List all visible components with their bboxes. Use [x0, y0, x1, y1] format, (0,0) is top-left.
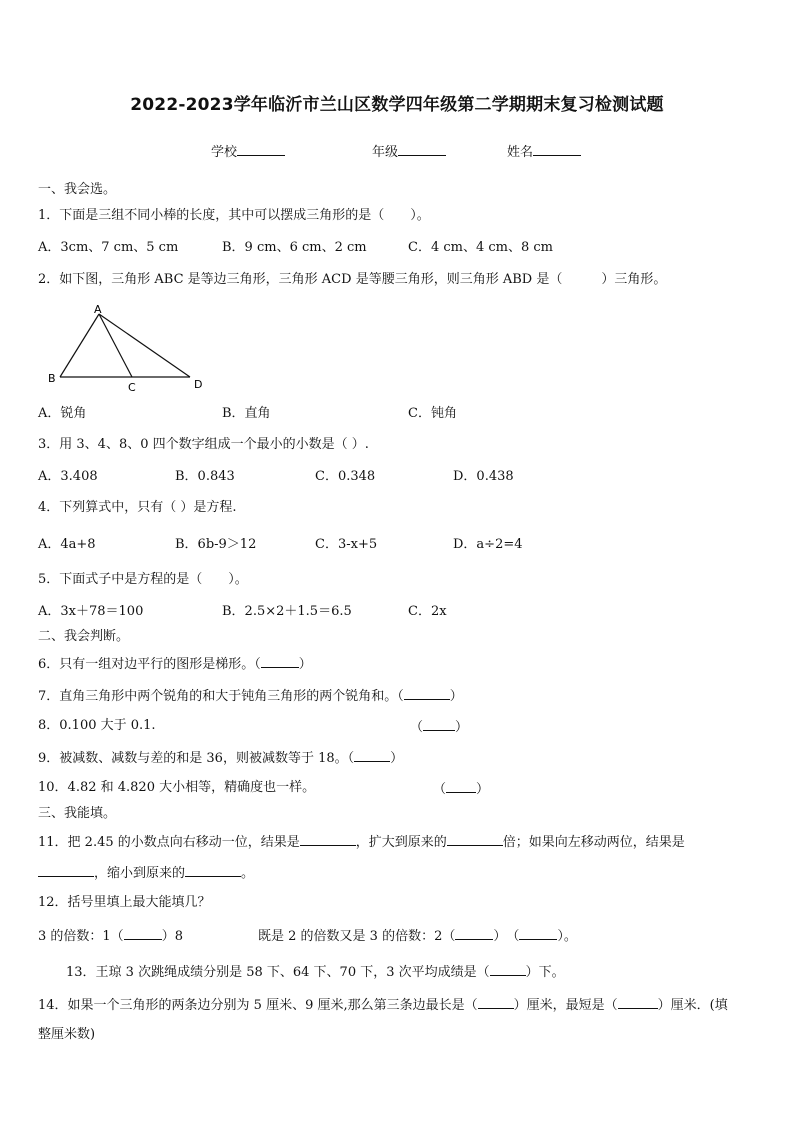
question-14-cont: 整厘米数) [38, 1027, 96, 1042]
name-blank[interactable] [533, 142, 581, 156]
section-heading-choice: 一、我会选。 [38, 182, 117, 197]
q9-text: 9．被减数、减数与差的和是 36，则被减数等于 18。（ [38, 751, 355, 766]
q10-open: （ [433, 782, 447, 797]
q12-b-post: ）。 [557, 929, 577, 944]
q1-option-b[interactable]: B．9 cm、6 cm、2 cm [222, 240, 367, 255]
question-14 [38, 996, 728, 1014]
q5-option-a[interactable]: A．3x＋78＝100 [38, 604, 144, 619]
q8-answer-blank[interactable] [423, 718, 455, 731]
q13-post: ）下。 [525, 965, 565, 980]
q4-option-d[interactable]: D．a÷2=4 [453, 537, 523, 552]
question-8: 8．0.100 大于 0.1. [38, 718, 156, 733]
q13-answer-blank[interactable] [490, 963, 526, 976]
question-7 [38, 687, 463, 705]
q10-close: ） [476, 782, 490, 797]
q7-text: 7．直角三角形中两个锐角的和大于钝角三角形的两个锐角和。（ [38, 689, 404, 704]
q3-option-b[interactable]: B．0.843 [175, 469, 235, 484]
q11-blank-1[interactable] [300, 833, 356, 846]
school-label: 学校 [211, 145, 238, 160]
q3-option-c[interactable]: C．0.348 [315, 469, 376, 484]
q12-blank-1[interactable] [124, 927, 162, 940]
question-13 [66, 963, 565, 981]
q4-option-a[interactable]: A．4a+8 [38, 537, 96, 552]
vertex-c-label: C [128, 381, 136, 394]
q2-option-b[interactable]: B．直角 [222, 406, 271, 421]
q8-open: （ [410, 720, 424, 735]
q7-close: ） [449, 689, 463, 704]
q6-close: ） [298, 657, 312, 672]
q8-close: ） [455, 720, 469, 735]
question-11 [38, 833, 685, 851]
vertex-d-label: D [194, 378, 203, 391]
q4-option-b[interactable]: B．6b-9＞12 [175, 537, 257, 552]
q11-blank-3[interactable] [38, 864, 94, 877]
question-3: 3．用 3、4、8、0 四个数字组成一个最小的小数是（ ）. [38, 437, 369, 452]
q5-option-c[interactable]: C．2x [408, 604, 447, 619]
q14-part3: ）厘米．(填 [657, 998, 728, 1013]
q14-part1: 14．如果一个三角形的两条边分别为 5 厘米、9 厘米,那么第三条边最长是（ [38, 998, 478, 1013]
side-ab [60, 314, 99, 377]
name-field[interactable] [507, 141, 581, 160]
question-2: 2．如下图，三角形 ABC 是等边三角形，三角形 ACD 是等腰三角形，则三角形 ABD 是（ ）三角形。 [38, 272, 667, 287]
side-ac [99, 314, 132, 377]
q4-option-c[interactable]: C．3-x+5 [315, 537, 378, 552]
q10-answer[interactable] [433, 780, 489, 798]
question-9 [38, 749, 403, 767]
q11-part1: 11．把 2.45 的小数点向右移动一位，结果是 [38, 835, 300, 850]
q13-text: 13．王琼 3 次跳绳成绩分别是 58 下、64 下、70 下，3 次平均成绩是（ [66, 965, 490, 980]
vertex-a-label: A [94, 303, 102, 316]
grade-label: 年级 [372, 145, 399, 160]
q12-blank-2[interactable] [455, 927, 493, 940]
q14-blank-2[interactable] [618, 996, 658, 1009]
q3-option-d[interactable]: D．0.438 [453, 469, 514, 484]
question-10: 10．4.82 和 4.820 大小相等，精确度也一样。 [38, 780, 316, 795]
q12-line-b [258, 927, 577, 945]
q11-part5: 。 [241, 866, 255, 881]
question-11-cont [38, 864, 254, 882]
question-4: 4．下列算式中，只有（ ）是方程. [38, 500, 237, 515]
vertex-b-label: B [48, 372, 56, 385]
q11-blank-4[interactable] [185, 864, 241, 877]
section-heading-fill: 三、我能填。 [38, 806, 117, 821]
q12-line-a [38, 927, 183, 945]
q1-option-a[interactable]: A．3cm、7 cm、5 cm [38, 240, 179, 255]
q1-option-c[interactable]: C．4 cm、4 cm、8 cm [408, 240, 553, 255]
q11-part4: ，缩小到原来的 [94, 866, 186, 881]
question-1: 1．下面是三组不同小棒的长度，其中可以摆成三角形的是（ ）。 [38, 208, 430, 223]
q6-text: 6．只有一组对边平行的图形是梯形。（ [38, 657, 261, 672]
q7-answer-blank[interactable] [404, 687, 450, 700]
side-ad [99, 314, 190, 377]
q12-b-mid: ） （ [493, 929, 520, 944]
q3-option-a[interactable]: A．3.408 [38, 469, 98, 484]
q14-blank-1[interactable] [478, 996, 514, 1009]
q12-a-pre: 3 的倍数：1（ [38, 929, 124, 944]
grade-field[interactable] [372, 141, 446, 160]
q5-option-b[interactable]: B．2.5×2＋1.5＝6.5 [222, 604, 352, 619]
school-blank[interactable] [237, 142, 285, 156]
q11-part3: 倍；如果向左移动两位，结果是 [502, 835, 685, 850]
triangle-figure [44, 302, 214, 394]
q10-answer-blank[interactable] [446, 780, 476, 793]
q8-answer[interactable] [410, 718, 468, 736]
section-heading-judge: 二、我会判断。 [38, 629, 130, 644]
q6-answer-blank[interactable] [261, 655, 299, 668]
question-12: 12．括号里填上最大能填几？ [38, 895, 211, 910]
q11-part2: ，扩大到原来的 [355, 835, 447, 850]
question-6 [38, 655, 312, 673]
q12-b-pre: 既是 2 的倍数又是 3 的倍数：2（ [258, 929, 456, 944]
question-5: 5．下面式子中是方程的是（ ）。 [38, 572, 248, 587]
q12-a-post: ）8 [161, 929, 183, 944]
q2-option-a[interactable]: A．锐角 [38, 406, 87, 421]
q2-option-c[interactable]: C．钝角 [408, 406, 457, 421]
q11-blank-2[interactable] [447, 833, 503, 846]
q9-close: ） [390, 751, 404, 766]
name-label: 姓名 [507, 145, 534, 160]
q14-part2: ）厘米，最短是（ [513, 998, 618, 1013]
grade-blank[interactable] [398, 142, 446, 156]
school-field[interactable] [211, 141, 285, 160]
q9-answer-blank[interactable] [354, 749, 390, 762]
page-title: 2022-2023学年临沂市兰山区数学四年级第二学期期末复习检测试题 [130, 95, 664, 115]
q12-blank-3[interactable] [519, 927, 557, 940]
